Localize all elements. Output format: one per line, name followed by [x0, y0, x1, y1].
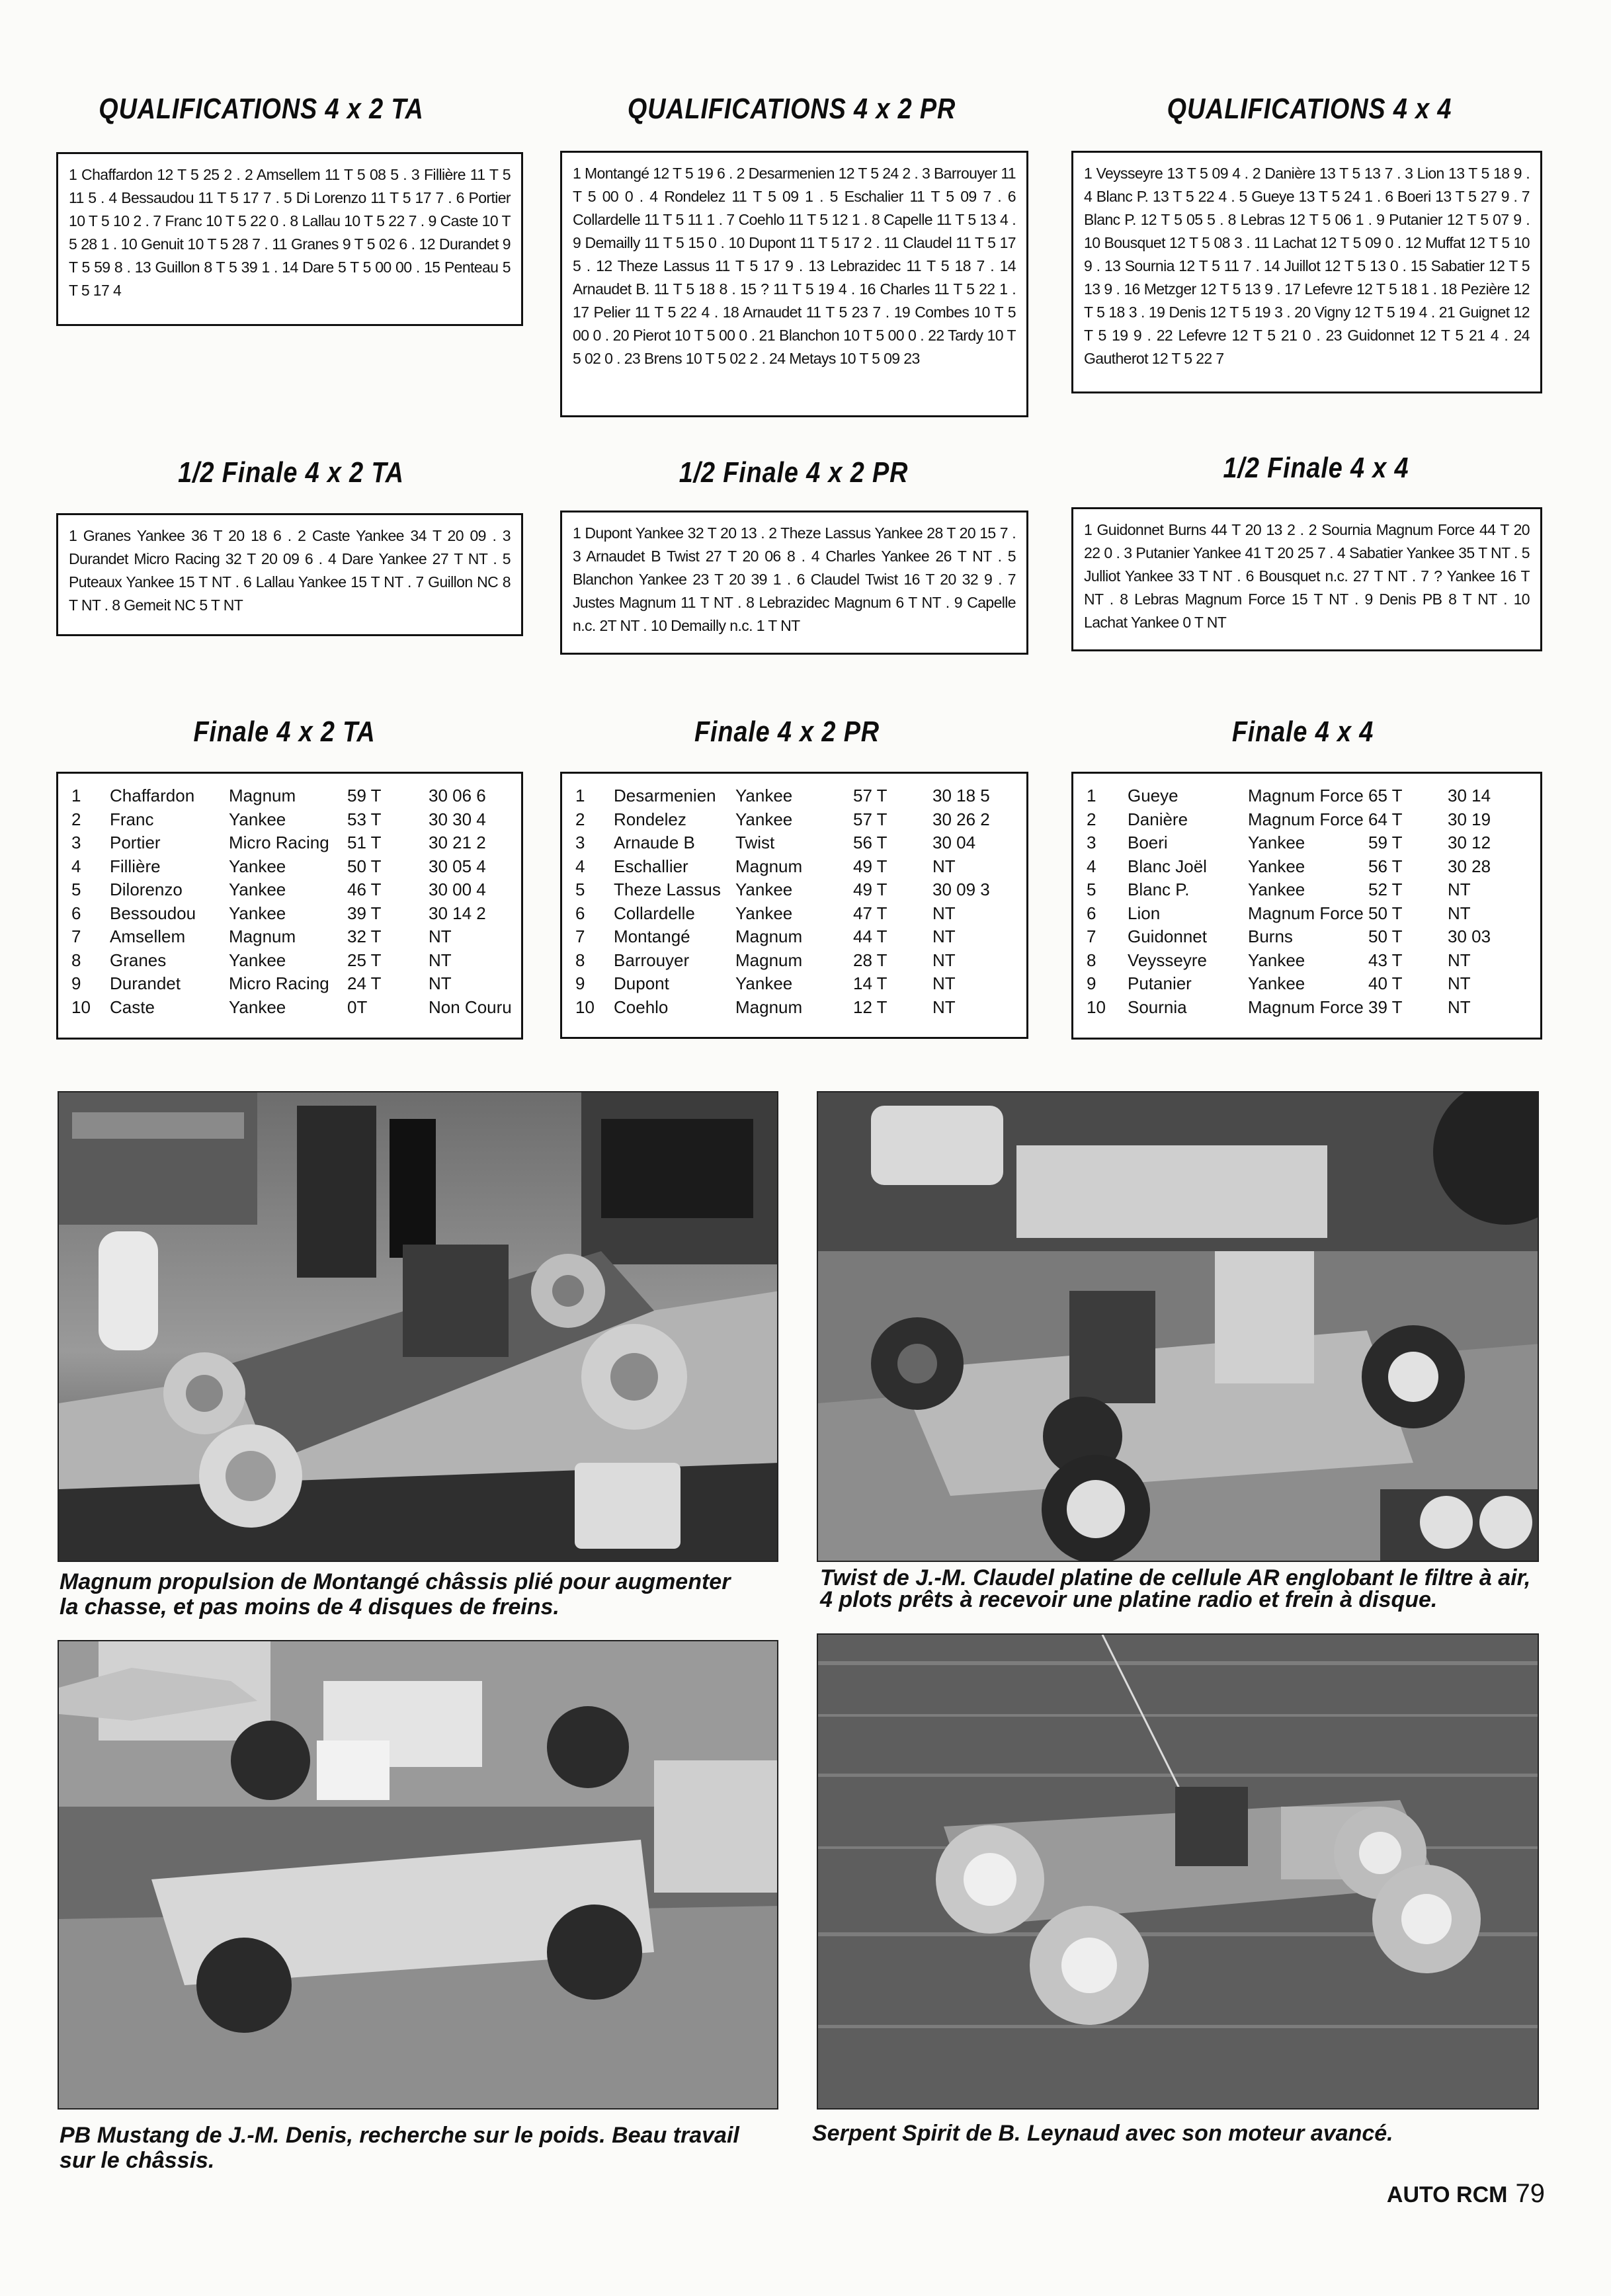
car-cell: Magnum	[735, 950, 803, 970]
driver-cell: Boeri	[1128, 833, 1168, 852]
magazine-name: AUTO RCM	[1386, 2182, 1508, 2207]
table-row	[58, 972, 521, 996]
car-cell: Yankee	[1248, 973, 1305, 993]
time-cell: NT	[1448, 973, 1471, 993]
laps-cell: 50 T	[1368, 903, 1403, 923]
car-cell: Yankee	[735, 786, 793, 805]
laps-cell: 43 T	[1368, 950, 1403, 970]
pos-cell: 1	[1087, 786, 1096, 805]
time-cell: 30 14	[1448, 786, 1491, 805]
car-cell: Yankee	[229, 856, 286, 876]
pos-cell: 5	[575, 880, 585, 899]
pos-cell: 5	[1087, 880, 1096, 899]
car-cell: Magnum	[735, 856, 803, 876]
driver-cell: Durandet	[110, 973, 181, 993]
car-cell: Yankee	[229, 950, 286, 970]
semi-pr-text: 1 Dupont Yankee 32 T 20 13 . 2 Theze Lassus Yankee 28 T 20 15 7 . 3 Arnaudet B Twist 27 T 20 06 8 . 4 Charles Yankee 26 T NT . 5 Blanchon Yankee 23 T 20 39 1 . 6 Claudel Twist 16 T 20 32 9 . 7 Justes Magnum 11 T NT . 8 Lebrazidec Magnum 6 T NT . 9 Capelle n.c. 2T NT . 10 Demailly n.c. 1 T NT	[573, 524, 1016, 634]
driver-cell: Amsellem	[110, 926, 186, 946]
table-row	[562, 784, 1026, 808]
car-cell: Yankee	[229, 903, 286, 923]
laps-cell: 51 T	[347, 833, 382, 852]
driver-cell: Coehlo	[614, 997, 669, 1017]
time-cell: 30 19	[1448, 809, 1491, 829]
qual-ta-title: QUALIFICATIONS 4 x 2 TA	[99, 93, 424, 125]
car-cell: Yankee	[1248, 833, 1305, 852]
final-4x4-title: Finale 4 x 4	[1231, 716, 1374, 748]
driver-cell: Guidonnet	[1128, 926, 1207, 946]
time-cell: NT	[932, 950, 956, 970]
car-cell: Yankee	[735, 973, 793, 993]
time-cell: NT	[1448, 950, 1471, 970]
laps-cell: 49 T	[853, 856, 888, 876]
pos-cell: 7	[575, 926, 585, 946]
pos-cell: 4	[575, 856, 585, 876]
semi-4x4-text: 1 Guidonnet Burns 44 T 20 13 2 . 2 Sournia Magnum Force 44 T 20 22 0 . 3 Putanier Yankee 41 T 20 25 7 . 4 Sabatier Yankee 35 T NT . 5 Julliot Yankee 33 T NT . 6 Bousquet n.c. 27 T NT . 7 ? Yankee 16 T NT . 8 Lebras Magnum Force 15 T NT . 9 Denis PB 8 T NT . 10 Lachat Yankee 0 T NT	[1084, 521, 1530, 631]
pos-cell: 6	[575, 903, 585, 923]
laps-cell: 44 T	[853, 926, 888, 946]
driver-cell: Montangé	[614, 926, 690, 946]
time-cell: Non Couru	[429, 997, 512, 1017]
pos-cell: 4	[1087, 856, 1096, 876]
final-ta-table	[56, 772, 523, 1040]
time-cell: NT	[932, 997, 956, 1017]
laps-cell: 53 T	[347, 809, 382, 829]
laps-cell: 52 T	[1368, 880, 1403, 899]
table-row	[1073, 784, 1540, 808]
time-cell: 30 09 3	[932, 880, 990, 899]
table-row	[562, 949, 1026, 973]
pos-cell: 9	[1087, 973, 1096, 993]
car-cell: Yankee	[1248, 880, 1305, 899]
laps-cell: 0T	[347, 997, 368, 1017]
pos-cell: 3	[575, 833, 585, 852]
car-cell: Yankee	[229, 880, 286, 899]
qual-4x4-text: 1 Veysseyre 13 T 5 09 4 . 2 Danière 13 T 5 13 7 . 3 Lion 13 T 5 18 9 . 4 Blanc P. 13 T 5 22 4 . 5 Gueye 13 T 5 24 1 . 6 Boeri 13 T 5 27 9 . 7 Blanc P. 12 T 5 05 5 . 8 Lebras 12 T 5 06 1 . 9 Putanier 12 T 5 07 9 . 10 Bousquet 12 T 5 08 3 . 11 Lachat 12 T 5 09 0 . 12 Muffat 12 T 5 10 9 . 13 Sournia 12 T 5 11 7 . 14 Juillot 12 T 5 13 0 . 15 Sabatier 12 T 5 13 9 . 16 Metzger 12 T 5 13 9 . 17 Lefevre 12 T 5 18 1 . 18 Pezière 12 T 5 18 3 . 19 Denis 12 T 5 19 3 . 20 Vigny 12 T 5 19 4 . 21 Guignet 12 T 5 19 9 . 22 Lefevre 12 T 5 21 0 . 23 Guidonnet 12 T 5 21 4 . 24 Gautherot 12 T 5 22 7	[1084, 165, 1530, 367]
car-cell: Yankee	[229, 997, 286, 1017]
final-pr-title: Finale 4 x 2 PR	[694, 716, 880, 748]
driver-cell: Lion	[1128, 903, 1161, 923]
table-row	[58, 808, 521, 832]
table-row	[1073, 925, 1540, 949]
driver-cell: Arnaude B	[614, 833, 695, 852]
driver-cell: Granes	[110, 950, 167, 970]
driver-cell: Rondelez	[614, 809, 686, 829]
laps-cell: 50 T	[347, 856, 382, 876]
car-cell: Burns	[1248, 926, 1293, 946]
table-row	[562, 972, 1026, 996]
time-cell: NT	[1448, 880, 1471, 899]
laps-cell: 14 T	[853, 973, 888, 993]
laps-cell: 59 T	[1368, 833, 1403, 852]
table-row	[1073, 855, 1540, 879]
driver-cell: Blanc P.	[1128, 880, 1190, 899]
pos-cell: 7	[1087, 926, 1096, 946]
table-row	[562, 855, 1026, 879]
qual-pr-results	[560, 151, 1028, 417]
laps-cell: 57 T	[853, 809, 888, 829]
driver-cell: Franc	[110, 809, 154, 829]
car-cell: Magnum	[735, 997, 803, 1017]
time-cell: 30 06 6	[429, 786, 486, 805]
laps-cell: 64 T	[1368, 809, 1403, 829]
table-row	[1073, 949, 1540, 973]
time-cell: NT	[932, 903, 956, 923]
semi-4x4-title: 1/2 Finale 4 x 4	[1223, 452, 1409, 484]
car-cell: Yankee	[1248, 950, 1305, 970]
laps-cell: 56 T	[853, 833, 888, 852]
pos-cell: 6	[1087, 903, 1096, 923]
photo-magnum-montange	[58, 1091, 778, 1562]
driver-cell: Veysseyre	[1128, 950, 1207, 970]
laps-cell: 32 T	[347, 926, 382, 946]
pos-cell: 2	[575, 809, 585, 829]
laps-cell: 39 T	[1368, 997, 1403, 1017]
time-cell: NT	[1448, 997, 1471, 1017]
laps-cell: 57 T	[853, 786, 888, 805]
laps-cell: 65 T	[1368, 786, 1403, 805]
laps-cell: 12 T	[853, 997, 888, 1017]
photo-mustang-denis	[58, 1640, 778, 2110]
pos-cell: 8	[575, 950, 585, 970]
time-cell: 30 04	[932, 833, 976, 852]
car-cell: Yankee	[735, 880, 793, 899]
time-cell: 30 03	[1448, 926, 1491, 946]
driver-cell: Desarmenien	[614, 786, 716, 805]
pos-cell: 7	[71, 926, 81, 946]
table-row	[58, 949, 521, 973]
car-cell: Magnum	[229, 786, 296, 805]
final-pr-table	[560, 772, 1028, 1039]
time-cell: NT	[429, 973, 452, 993]
driver-cell: Gueye	[1128, 786, 1178, 805]
car-cell: Micro Racing	[229, 833, 329, 852]
driver-cell: Bessoudou	[110, 903, 196, 923]
photo-serpent-leynaud	[817, 1633, 1539, 2110]
qual-pr-text: 1 Montangé 12 T 5 19 6 . 2 Desarmenien 12 T 5 24 2 . 3 Barrouyer 11 T 5 00 0 . 4 Rondelez 11 T 5 09 1 . 5 Eschalier 11 T 5 09 7 . 6 Collardelle 11 T 5 11 1 . 7 Coehlo 11 T 5 12 1 . 8 Capelle 11 T 5 13 4 . 9 Demailly 11 T 5 15 0 . 10 Dupont 11 T 5 17 2 . 11 Claudel 11 T 5 17 5 . 12 Theze Lassus 11 T 5 17 9 . 13 Lebrazidec 11 T 5 18 7 . 14 Arnaudet B. 11 T 5 18 8 . 15 ? 11 T 5 19 4 . 16 Charles 11 T 5 22 1 . 17 Pelier 11 T 5 22 4 . 18 Arnaudet 11 T 5 23 7 . 19 Combes 10 T 5 00 0 . 20 Pierot 10 T 5 00 0 . 21 Blanchon 10 T 5 00 0 . 22 Tardy 10 T 5 02 0 . 23 Brens 10 T 5 02 2 . 24 Metays 10 T 5 09 23	[573, 165, 1016, 367]
table-row	[1073, 831, 1540, 855]
pos-cell: 10	[575, 997, 595, 1017]
laps-cell: 40 T	[1368, 973, 1403, 993]
photo3-caption: PB Mustang de J.-M. Denis, recherche sur le poids. Beau travail sur le châssis.	[60, 2123, 739, 2173]
pos-cell: 2	[71, 809, 81, 829]
time-cell: 30 21 2	[429, 833, 486, 852]
time-cell: NT	[1448, 903, 1471, 923]
semi-ta-results	[56, 513, 523, 636]
pos-cell: 4	[71, 856, 81, 876]
time-cell: 30 12	[1448, 833, 1491, 852]
driver-cell: Portier	[110, 833, 161, 852]
pos-cell: 2	[1087, 809, 1096, 829]
driver-cell: Chaffardon	[110, 786, 195, 805]
driver-cell: Danière	[1128, 809, 1188, 829]
table-row	[58, 784, 521, 808]
photo4-caption: Serpent Spirit de B. Leynaud avec son moteur avancé.	[812, 2121, 1393, 2146]
laps-cell: 39 T	[347, 903, 382, 923]
photo1-caption: Magnum propulsion de Montangé châssis plié pour augmenter la chasse, et pas moins de 4 disques de freins.	[60, 1569, 731, 1620]
qual-ta-results	[56, 152, 523, 326]
time-cell: 30 18 5	[932, 786, 990, 805]
driver-cell: Putanier	[1128, 973, 1192, 993]
qual-ta-text: 1 Chaffardon 12 T 5 25 2 . 2 Amsellem 11 T 5 08 5 . 3 Fillière 11 T 5 11 5 . 4 Bessaudou 11 T 5 17 7 . 5 Di Lorenzo 11 T 5 17 7 . 6 Portier 10 T 5 10 2 . 7 Franc 10 T 5 22 0 . 8 Lallau 10 T 5 22 7 . 9 Caste 10 T 5 28 1 . 10 Genuit 10 T 5 28 7 . 11 Granes 9 T 5 02 6 . 12 Durandet 9 T 5 59 8 . 13 Guillon 8 T 5 39 1 . 14 Dare 5 T 5 00 00 . 15 Penteau 5 T 5 17 4	[69, 166, 511, 299]
driver-cell: Collardelle	[614, 903, 695, 923]
pos-cell: 1	[71, 786, 81, 805]
car-cell: Twist	[735, 833, 775, 852]
time-cell: NT	[932, 973, 956, 993]
semi-ta-title: 1/2 Finale 4 x 2 TA	[178, 456, 404, 489]
laps-cell: 25 T	[347, 950, 382, 970]
table-row	[58, 996, 521, 1020]
pos-cell: 8	[71, 950, 81, 970]
final-ta-title: Finale 4 x 2 TA	[193, 716, 376, 748]
driver-cell: Eschallier	[614, 856, 688, 876]
pos-cell: 5	[71, 880, 81, 899]
time-cell: 30 14 2	[429, 903, 486, 923]
semi-4x4-results	[1071, 507, 1542, 651]
time-cell: NT	[429, 950, 452, 970]
qual-4x4-results	[1071, 151, 1542, 393]
pos-cell: 10	[71, 997, 91, 1017]
driver-cell: Fillière	[110, 856, 161, 876]
laps-cell: 59 T	[347, 786, 382, 805]
driver-cell: Blanc Joël	[1128, 856, 1207, 876]
semi-ta-text: 1 Granes Yankee 36 T 20 18 6 . 2 Caste Yankee 34 T 20 09 . 3 Durandet Micro Racing 32 T 20 09 6 . 4 Dare Yankee 27 T NT . 5 Puteaux Yankee 15 T NT . 6 Lallau Yankee 15 T NT . 7 Guillon NC 8 T NT . 8 Gemeit NC 5 T NT	[69, 527, 511, 614]
final-4x4-table	[1071, 772, 1542, 1040]
driver-cell: Caste	[110, 997, 155, 1017]
car-cell: Yankee	[229, 809, 286, 829]
car-cell: Magnum Force	[1248, 809, 1364, 829]
table-row	[58, 855, 521, 879]
pos-cell: 9	[71, 973, 81, 993]
table-row	[562, 902, 1026, 926]
page-footer	[1387, 2179, 1545, 2209]
laps-cell: 49 T	[853, 880, 888, 899]
laps-cell: 28 T	[853, 950, 888, 970]
car-cell: Magnum	[229, 926, 296, 946]
car-cell: Magnum	[735, 926, 803, 946]
table-row	[562, 831, 1026, 855]
pos-cell: 3	[1087, 833, 1096, 852]
qual-4x4-title: QUALIFICATIONS 4 x 4	[1167, 93, 1452, 125]
table-row	[562, 996, 1026, 1020]
pos-cell: 3	[71, 833, 81, 852]
page-number: 79	[1515, 2179, 1545, 2208]
time-cell: 30 30 4	[429, 809, 486, 829]
driver-cell: Dupont	[614, 973, 669, 993]
table-row	[58, 831, 521, 855]
car-cell: Yankee	[1248, 856, 1305, 876]
semi-pr-title: 1/2 Finale 4 x 2 PR	[679, 456, 909, 489]
time-cell: 30 05 4	[429, 856, 486, 876]
table-row	[58, 902, 521, 926]
table-row	[1073, 902, 1540, 926]
car-cell: Micro Racing	[229, 973, 329, 993]
table-row	[58, 878, 521, 902]
semi-pr-results	[560, 511, 1028, 655]
table-row	[562, 878, 1026, 902]
laps-cell: 56 T	[1368, 856, 1403, 876]
time-cell: 30 26 2	[932, 809, 990, 829]
photo2-caption: Twist de J.-M. Claudel platine de cellule AR englobant le filtre à air, 4 plots prêts à recevoir une platine radio et frein à disque.	[820, 1565, 1531, 1612]
pos-cell: 10	[1087, 997, 1106, 1017]
table-row	[1073, 996, 1540, 1020]
time-cell: NT	[429, 926, 452, 946]
laps-cell: 47 T	[853, 903, 888, 923]
car-cell: Magnum Force	[1248, 903, 1364, 923]
driver-cell: Barrouyer	[614, 950, 690, 970]
laps-cell: 50 T	[1368, 926, 1403, 946]
pos-cell: 6	[71, 903, 81, 923]
driver-cell: Sournia	[1128, 997, 1187, 1017]
driver-cell: Dilorenzo	[110, 880, 183, 899]
driver-cell: Theze Lassus	[614, 880, 721, 899]
laps-cell: 24 T	[347, 973, 382, 993]
pos-cell: 9	[575, 973, 585, 993]
car-cell: Yankee	[735, 903, 793, 923]
time-cell: 30 00 4	[429, 880, 486, 899]
pos-cell: 1	[575, 786, 585, 805]
table-row	[562, 925, 1026, 949]
pos-cell: 8	[1087, 950, 1096, 970]
qual-pr-title: QUALIFICATIONS 4 x 2 PR	[627, 93, 956, 125]
time-cell: NT	[932, 856, 956, 876]
table-row	[1073, 878, 1540, 902]
time-cell: 30 28	[1448, 856, 1491, 876]
time-cell: NT	[932, 926, 956, 946]
table-row	[562, 808, 1026, 832]
laps-cell: 46 T	[347, 880, 382, 899]
table-row	[1073, 808, 1540, 832]
table-row	[58, 925, 521, 949]
car-cell: Yankee	[735, 809, 793, 829]
car-cell: Magnum Force	[1248, 786, 1364, 805]
photo-twist-claudel	[817, 1091, 1539, 1562]
car-cell: Magnum Force	[1248, 997, 1364, 1017]
table-row	[1073, 972, 1540, 996]
